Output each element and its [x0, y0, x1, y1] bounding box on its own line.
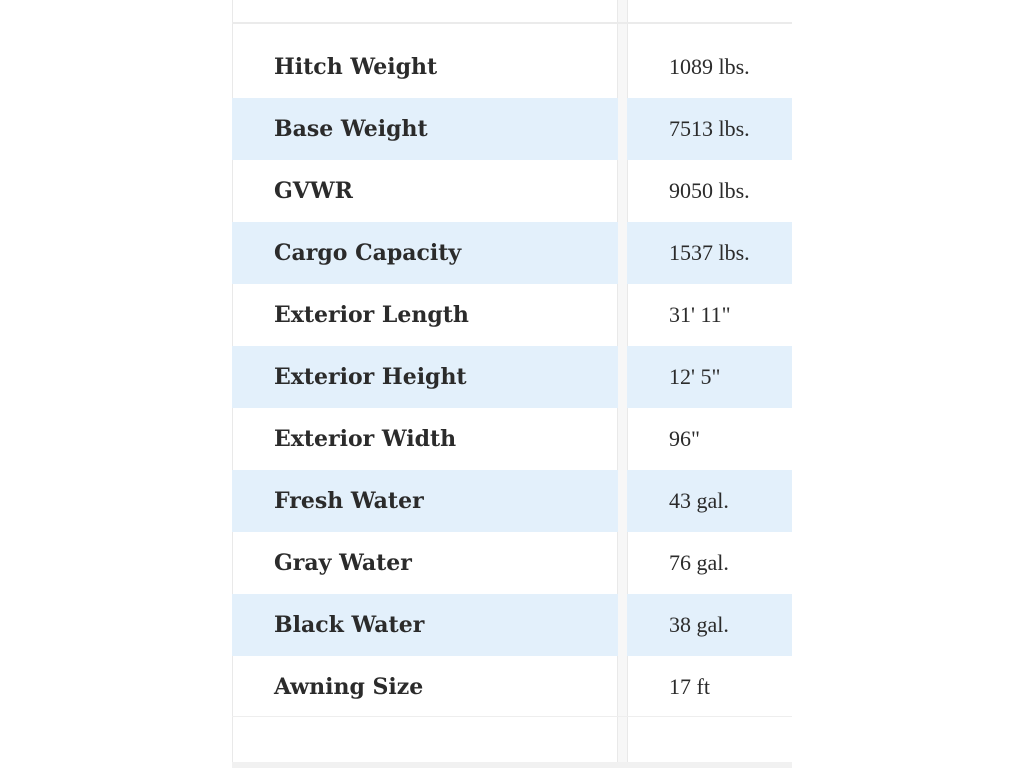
spec-row-hitch-weight — [232, 36, 792, 98]
spec-label: Black Water — [232, 594, 618, 656]
spec-row-exterior-height — [232, 346, 792, 408]
spec-row-gray-water — [232, 532, 792, 594]
spec-value: 31' 11" — [669, 302, 731, 327]
spec-value: 12' 5" — [627, 346, 792, 408]
spec-value: 7513 lbs. — [627, 98, 792, 160]
spec-row-gvwr — [232, 160, 792, 222]
spec-label: Hitch Weight — [274, 54, 438, 80]
table-footer-divider — [232, 716, 792, 717]
table-header-divider — [232, 22, 792, 24]
spec-row-black-water — [232, 594, 792, 656]
spec-value: 96" — [669, 426, 700, 451]
spec-value: 9050 lbs. — [669, 178, 750, 203]
spec-value: 76 gal. — [669, 550, 729, 575]
spec-value: 38 gal. — [627, 594, 792, 656]
spec-value: 43 gal. — [627, 470, 792, 532]
spec-label: Fresh Water — [232, 470, 618, 532]
spec-row-awning-size — [232, 656, 792, 718]
spec-row-cargo-capacity — [232, 222, 792, 284]
spec-label: Cargo Capacity — [232, 222, 618, 284]
spec-rows — [232, 36, 792, 718]
spec-label: Awning Size — [274, 674, 424, 700]
spec-row-fresh-water — [232, 470, 792, 532]
spec-value: 1537 lbs. — [627, 222, 792, 284]
spec-label: Exterior Length — [274, 302, 469, 328]
table-bottom-border — [232, 762, 792, 768]
spec-row-exterior-width — [232, 408, 792, 470]
spec-value: 1089 lbs. — [669, 54, 750, 79]
spec-label: Exterior Width — [274, 426, 457, 452]
spec-label: Exterior Height — [232, 346, 618, 408]
spec-label: Gray Water — [274, 550, 412, 576]
spec-value: 17 ft — [669, 674, 710, 699]
specs-table — [232, 0, 792, 768]
spec-label: GVWR — [274, 178, 353, 204]
spec-row-base-weight — [232, 98, 792, 160]
spec-label: Base Weight — [232, 98, 618, 160]
spec-row-exterior-length — [232, 284, 792, 346]
